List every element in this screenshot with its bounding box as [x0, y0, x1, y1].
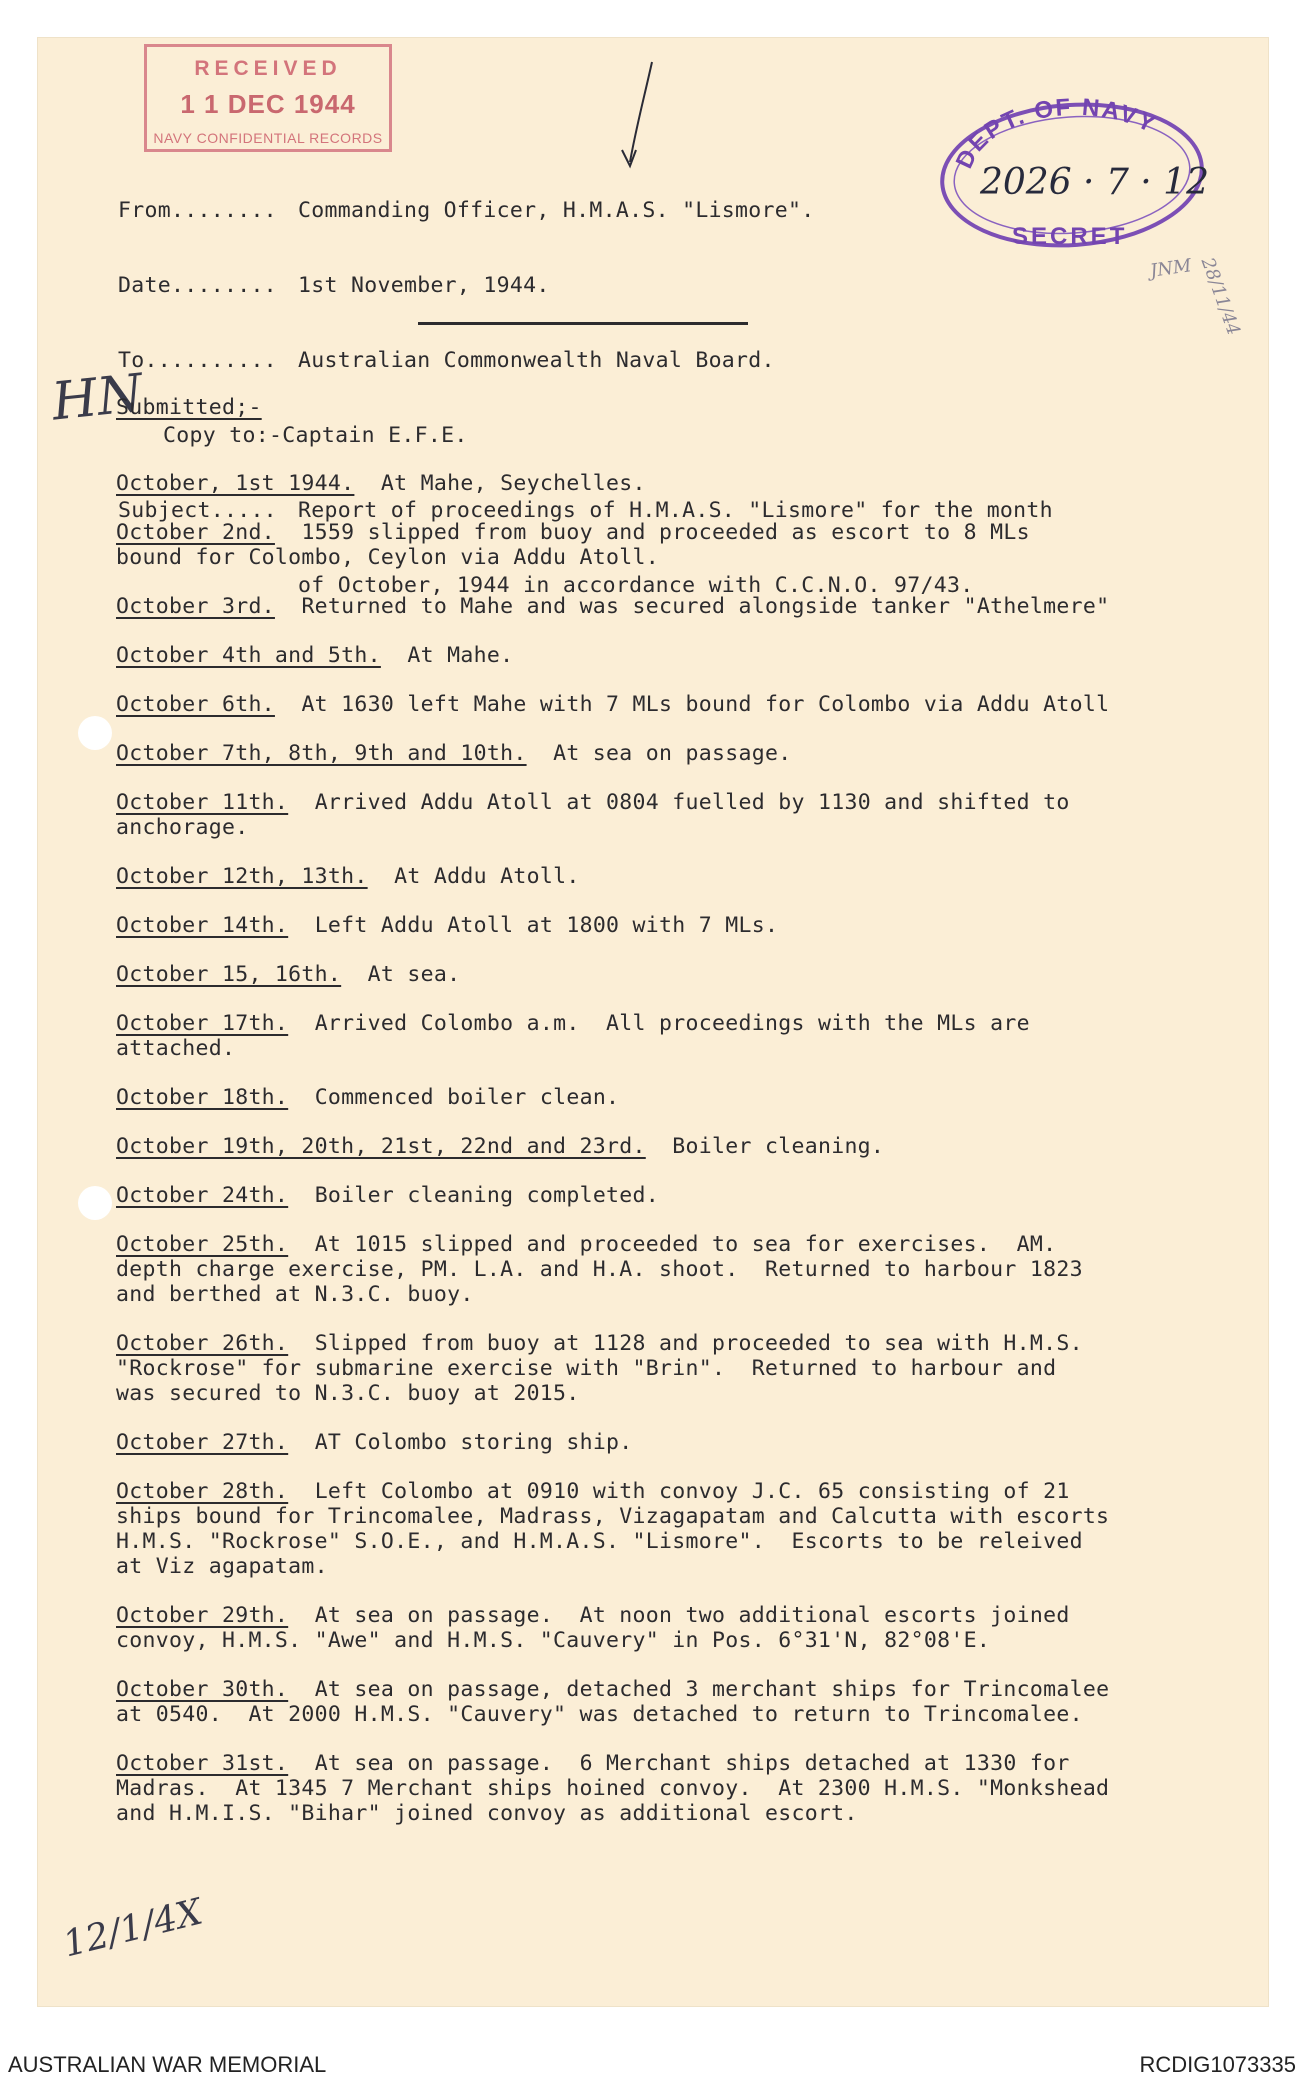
entry-line — [116, 1430, 1246, 1455]
entry-date: October 29th. — [116, 1603, 289, 1628]
received-stamp-title: RECEIVED — [194, 57, 342, 80]
entry-text: At sea. — [367, 962, 461, 987]
entry-text: Slipped from buoy at 1128 and proceeded to sea with H.M.S. — [314, 1331, 1083, 1356]
proceedings-entry — [116, 1183, 1246, 1208]
entry-date: October 25th. — [116, 1232, 289, 1257]
subject-label: Subject..... — [118, 498, 277, 523]
entry-text: Arrived Colombo a.m. All proceedings with the MLs are — [314, 1011, 1030, 1036]
entry-text: At Addu Atoll. — [394, 864, 580, 889]
oval-stamp-secret: SECRET — [1012, 223, 1128, 250]
entry-text: AT Colombo storing ship. — [314, 1430, 633, 1455]
entry-line — [116, 1134, 1246, 1159]
footer-reference: RCDIG1073335 — [1139, 2052, 1296, 2077]
entry-line — [116, 1381, 1246, 1406]
entry-text: Boiler cleaning. — [672, 1134, 885, 1159]
proceedings-entry — [116, 1430, 1246, 1455]
to-value: Australian Commonwealth Naval Board. — [298, 348, 775, 373]
entry-date: October 6th. — [116, 692, 275, 717]
margin-initials: HN — [49, 363, 146, 433]
oval-stamp-number: 2026 · 7 · 12 — [980, 162, 1208, 203]
entry-line — [116, 520, 1246, 545]
entry-line — [116, 471, 1246, 496]
entry-text: Left Colombo at 0910 with convoy J.C. 65 consisting of 21 — [314, 1479, 1070, 1504]
entry-line — [116, 815, 1246, 840]
date-value: 1st November, 1944. — [298, 273, 550, 298]
entry-text: Left Addu Atoll at 1800 with 7 MLs. — [314, 913, 779, 938]
entry-text: bound for Colombo, Ceylon via Addu Atoll. — [116, 545, 660, 570]
to-label: To.......... — [118, 348, 277, 373]
entry-line — [116, 1331, 1246, 1356]
proceedings-entry — [116, 520, 1246, 570]
entry-text: Arrived Addu Atoll at 0804 fuelled by 1130 and shifted to — [314, 790, 1070, 815]
entry-line — [116, 1085, 1246, 1110]
entry-text: H.M.S. "Rockrose" S.O.E., and H.M.A.S. "Lismore". Escorts to be releived — [116, 1529, 1083, 1554]
subject-value: Report of proceedings of H.M.A.S. "Lismore" for the month — [298, 498, 1053, 523]
right-margin-date: 28/11/44 — [1196, 254, 1245, 339]
entry-text: Returned to Mahe and was secured alongside tanker "Athelmere" — [301, 594, 1110, 619]
entry-line — [116, 1036, 1246, 1061]
entry-text: At Mahe. — [407, 643, 514, 668]
entry-text: depth charge exercise, PM. L.A. and H.A. shoot. Returned to harbour 1823 — [116, 1257, 1083, 1282]
from-label: From........ — [118, 198, 277, 223]
entry-text: ships bound for Trincomalee, Madrass, Vizagapatam and Calcutta with escorts — [116, 1504, 1110, 1529]
entry-line — [116, 1603, 1246, 1628]
entry-line — [116, 594, 1246, 619]
entry-line — [116, 643, 1246, 668]
entry-text: At Mahe, Seychelles. — [380, 471, 646, 496]
entry-line — [116, 1011, 1246, 1036]
proceedings-entry — [116, 1331, 1246, 1406]
entry-date: October 18th. — [116, 1085, 289, 1110]
entry-text: At 1015 slipped and proceeded to sea for exercises. AM. — [314, 1232, 1057, 1257]
entry-line — [116, 1356, 1246, 1381]
entry-text: At 1630 left Mahe with 7 MLs bound for Colombo via Addu Atoll — [301, 692, 1110, 717]
proceedings-entry — [116, 594, 1246, 619]
proceedings-entry — [116, 692, 1246, 717]
received-stamp-footer: NAVY CONFIDENTIAL RECORDS — [153, 130, 383, 146]
punch-hole-lower — [78, 1186, 112, 1220]
entry-line — [116, 1554, 1246, 1579]
proceedings-entry — [116, 1603, 1246, 1653]
entry-line — [116, 1504, 1246, 1529]
entry-date: October 26th. — [116, 1331, 289, 1356]
entry-text: 1559 slipped from buoy and proceeded as escort to 8 MLs — [301, 520, 1030, 545]
proceedings-entry — [116, 864, 1246, 889]
header-divider — [418, 322, 748, 325]
entry-date: October 15, 16th. — [116, 962, 342, 987]
entry-line — [116, 1282, 1246, 1307]
entry-line — [116, 1776, 1246, 1801]
proceedings-entry — [116, 471, 1246, 496]
entry-text: was secured to N.3.C. buoy at 2015. — [116, 1381, 580, 1406]
entry-line — [116, 962, 1246, 987]
copy-label: Copy to:- — [163, 423, 283, 448]
entry-date: October 31st. — [116, 1751, 289, 1776]
received-stamp — [144, 44, 392, 152]
entry-line — [116, 864, 1246, 889]
entry-text: Madras. At 1345 7 Merchant ships hoined convoy. At 2300 H.M.S. "Monkshead — [116, 1776, 1110, 1801]
entry-line — [116, 1801, 1246, 1826]
entry-text: at 0540. At 2000 H.M.S. "Cauvery" was detached to return to Trincomalee. — [116, 1702, 1083, 1727]
entry-date: October 12th, 13th. — [116, 864, 368, 889]
entry-text: Boiler cleaning completed. — [314, 1183, 660, 1208]
entry-line — [116, 545, 1246, 570]
entry-line — [116, 1529, 1246, 1554]
entry-date: October 28th. — [116, 1479, 289, 1504]
punch-hole-upper — [78, 716, 112, 750]
submitted-heading: Submitted;- — [116, 395, 262, 420]
proceedings-entry — [116, 1085, 1246, 1110]
proceedings-entry — [116, 790, 1246, 840]
entry-text: Commenced boiler clean. — [314, 1085, 620, 1110]
entry-line — [116, 790, 1246, 815]
entry-text: At sea on passage. — [553, 741, 792, 766]
entry-line — [116, 692, 1246, 717]
bottom-mark: 12/1/4X — [59, 1891, 207, 1966]
right-margin-initials: JNM — [1148, 255, 1193, 282]
entry-date: October 17th. — [116, 1011, 289, 1036]
entry-text: at Viz agapatam. — [116, 1554, 328, 1579]
entry-date: October 3rd. — [116, 594, 275, 619]
date-label: Date........ — [118, 273, 277, 298]
entry-date: October 4th and 5th. — [116, 643, 381, 668]
entry-text: attached. — [116, 1036, 236, 1061]
entry-line — [116, 1232, 1246, 1257]
entry-line — [116, 1628, 1246, 1653]
from-value: Commanding Officer, H.M.A.S. "Lismore". — [298, 198, 815, 223]
entry-line — [116, 1702, 1246, 1727]
date-line — [118, 273, 1053, 298]
entry-line — [116, 1751, 1246, 1776]
proceedings-entry — [116, 1751, 1246, 1826]
entry-text: At sea on passage. 6 Merchant ships detached at 1330 for — [314, 1751, 1070, 1776]
entry-date: October 24th. — [116, 1183, 289, 1208]
entry-text: convoy, H.M.S. "Awe" and H.M.S. "Cauvery" in Pos. 6°31'N, 82°08'E. — [116, 1628, 991, 1653]
proceedings-list — [116, 345, 1246, 1826]
proceedings-entry — [116, 1134, 1246, 1159]
entry-date: October 2nd. — [116, 520, 275, 545]
entry-line — [116, 913, 1246, 938]
entry-date: October 7th, 8th, 9th and 10th. — [116, 741, 527, 766]
proceedings-entry — [116, 1232, 1246, 1307]
proceedings-entry — [116, 643, 1246, 668]
from-line — [118, 198, 1053, 223]
proceedings-entry — [116, 1011, 1246, 1061]
proceedings-entry — [116, 913, 1246, 938]
footer-institution: AUSTRALIAN WAR MEMORIAL — [8, 2052, 327, 2077]
entry-text: and berthed at N.3.C. buoy. — [116, 1282, 474, 1307]
subject-value-2: of October, 1944 in accordance with C.C.N.O. 97/43. — [298, 573, 974, 598]
entry-text: At sea on passage. At noon two additional escorts joined — [314, 1603, 1070, 1628]
copy-value: Captain E.F.E. — [282, 423, 468, 448]
received-stamp-date: 1 1 DEC 1944 — [180, 89, 356, 119]
entry-line — [116, 1677, 1246, 1702]
proceedings-entry — [116, 1677, 1246, 1727]
entry-date: October 30th. — [116, 1677, 289, 1702]
entry-date: October, 1st 1944. — [116, 471, 355, 496]
entry-text: At sea on passage, detached 3 merchant ships for Trincomalee — [314, 1677, 1110, 1702]
oval-stamp-top-text: DEPT. OF NAVY — [950, 96, 1162, 173]
entry-date: October 11th. — [116, 790, 289, 815]
entry-line — [116, 1257, 1246, 1282]
proceedings-entry — [116, 1479, 1246, 1579]
entry-line — [116, 1183, 1246, 1208]
proceedings-entry — [116, 962, 1246, 987]
entry-date: October 14th. — [116, 913, 289, 938]
entry-text: "Rockrose" for submarine exercise with "Brin". Returned to harbour and — [116, 1356, 1057, 1381]
entry-date: October 27th. — [116, 1430, 289, 1455]
entry-text: and H.M.I.S. "Bihar" joined convoy as additional escort. — [116, 1801, 858, 1826]
entry-date: October 19th, 20th, 21st, 22nd and 23rd. — [116, 1134, 646, 1159]
entry-line — [116, 741, 1246, 766]
proceedings-entry — [116, 741, 1246, 766]
entry-text: anchorage. — [116, 815, 249, 840]
entry-line — [116, 1479, 1246, 1504]
